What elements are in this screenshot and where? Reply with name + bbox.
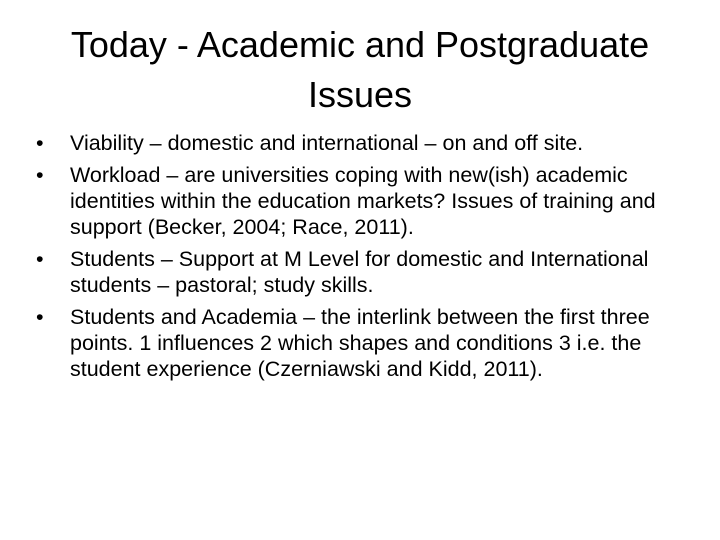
slide-title-line-2: Issues: [307, 74, 413, 115]
bullet-list: [36, 130, 686, 388]
bullet-dot-icon: •: [36, 247, 44, 271]
bullet-dot-icon: •: [36, 131, 44, 155]
slide-title: [36, 20, 684, 120]
bullet-text: Workload – are universities coping with new(ish) academic identities within the education markets? Issues of training and support (Becker, 2004; Race, 2011).: [70, 163, 656, 239]
bullet-item-students: [36, 246, 686, 298]
bullet-text: Viability – domestic and international – on and off site.: [70, 131, 584, 155]
bullet-item-workload: [36, 162, 686, 240]
bullet-dot-icon: •: [36, 305, 44, 329]
bullet-dot-icon: •: [36, 163, 44, 187]
bullet-text: Students and Academia – the interlink between the first three points. 1 influences 2 which shapes and conditions 3 i.e. the student experience (Czerniawski and Kidd, 2011).: [70, 305, 650, 381]
bullet-item-students-and-academia: [36, 304, 686, 382]
bullet-text: Students – Support at M Level for domestic and International students – pastoral; study skills.: [70, 247, 649, 297]
slide-title-line-1: Today - Academic and Postgraduate: [70, 24, 650, 65]
bullet-item-viability: [36, 130, 686, 156]
